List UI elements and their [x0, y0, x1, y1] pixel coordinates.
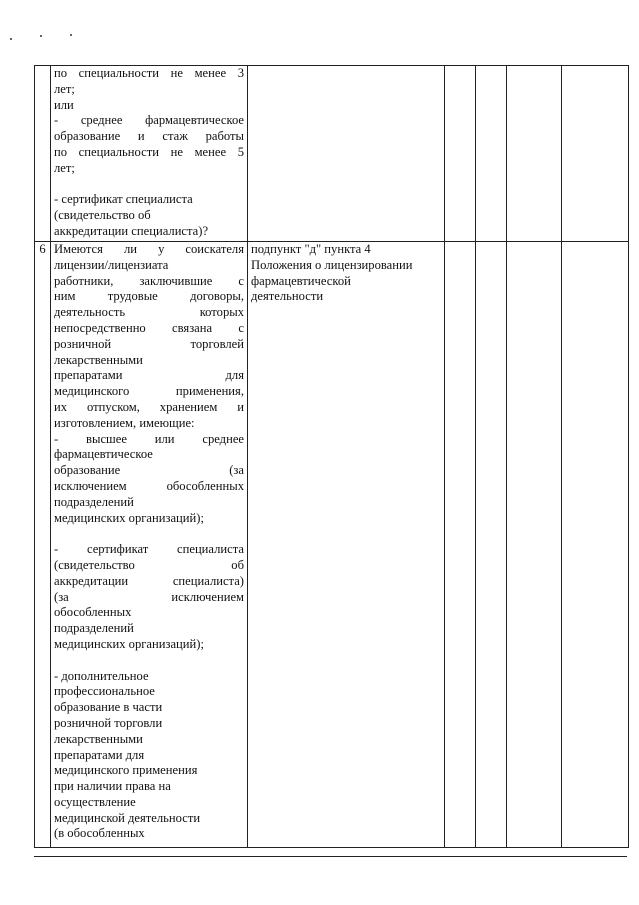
text-line: их отпуском, хранением и — [54, 399, 244, 414]
text-line — [54, 653, 244, 669]
text-line: лекарственными — [54, 352, 143, 367]
page-bottom-rule — [34, 856, 627, 857]
text-line: препаратами для — [54, 368, 244, 383]
text-line: деятельность которых — [54, 305, 244, 320]
text-line: осуществление — [54, 794, 136, 809]
text-line: лицензии/лицензиата — [54, 257, 169, 272]
text-line: образование в части — [54, 700, 163, 715]
text-line: лекарственными — [54, 731, 143, 746]
text-line: медицинского применения, — [54, 384, 244, 399]
checklist-table — [34, 65, 629, 848]
text-line: Имеются ли у соискателя — [54, 242, 244, 256]
text-line: (свидетельство об — [54, 208, 151, 223]
scan-specks — [10, 32, 90, 44]
text-line: (за исключением — [54, 589, 244, 604]
answer-yes-cell — [445, 242, 476, 848]
question-text — [54, 242, 244, 842]
text-line: розничной торговли — [54, 715, 163, 730]
text-line: обособленных — [54, 605, 132, 620]
text-line: медицинского применения — [54, 763, 198, 778]
text-line: исключением обособленных — [54, 478, 244, 493]
notes-cell — [562, 242, 629, 848]
text-line: по специальности не менее 5 — [54, 144, 244, 159]
text-line: по специальности не менее 3 — [54, 66, 244, 80]
text-line: медицинских организаций); — [54, 510, 204, 525]
text-line: препаратами для — [54, 747, 145, 762]
question-cell — [51, 242, 248, 848]
question-cell — [51, 66, 248, 242]
answer-yes-cell — [445, 66, 476, 242]
table-row — [35, 242, 629, 848]
text-line: ним трудовые договоры, — [54, 289, 244, 304]
text-line: фармацевтическое — [54, 447, 153, 462]
text-line: - дополнительное — [54, 668, 149, 683]
text-line — [54, 177, 244, 193]
reference-cell — [248, 66, 445, 242]
text-line: при наличии права на — [54, 779, 171, 794]
reference-line: подпункт "д" пункта 4 — [251, 242, 371, 256]
notes-cell — [562, 66, 629, 242]
answer-na-cell — [507, 66, 562, 242]
text-line: аккредитации специалиста)? — [54, 223, 209, 238]
text-line: лет; — [54, 81, 75, 96]
text-line: медицинских организаций); — [54, 636, 204, 651]
text-line: лет; — [54, 160, 75, 175]
text-line: - сертификат специалиста — [54, 542, 244, 557]
text-line: образование и стаж работы — [54, 129, 244, 144]
text-line: - сертификат специалиста — [54, 192, 193, 207]
text-line: (в обособленных — [54, 826, 145, 841]
reference-line: деятельности — [251, 289, 324, 304]
text-line: или — [54, 97, 74, 112]
reference-line: фармацевтической — [251, 273, 351, 288]
table-row — [35, 66, 629, 242]
row-number-cell — [35, 66, 51, 242]
answer-no-cell — [476, 242, 507, 848]
text-line: профессиональное — [54, 684, 155, 699]
reference-text — [251, 242, 441, 305]
text-line: непосредственно связана с — [54, 320, 244, 335]
answer-no-cell — [476, 66, 507, 242]
text-line: медицинской деятельности — [54, 810, 201, 825]
text-line — [54, 526, 244, 542]
text-line: розничной торговлей — [54, 336, 244, 351]
text-line: подразделений — [54, 494, 134, 509]
text-line: (свидетельство об — [54, 557, 244, 572]
text-line: аккредитации специалиста) — [54, 573, 244, 588]
reference-cell — [248, 242, 445, 848]
row-number-cell: 6 — [35, 242, 51, 848]
text-line: изготовлением, имеющие: — [54, 415, 195, 430]
text-line: образование (за — [54, 463, 244, 478]
reference-line: Положения о лицензировании — [251, 257, 413, 272]
text-line: работники, заключившие с — [54, 273, 244, 288]
text-line: - высшее или среднее — [54, 431, 244, 446]
text-line: подразделений — [54, 621, 134, 636]
question-text — [54, 66, 244, 240]
answer-na-cell — [507, 242, 562, 848]
text-line: - среднее фармацевтическое — [54, 113, 244, 128]
